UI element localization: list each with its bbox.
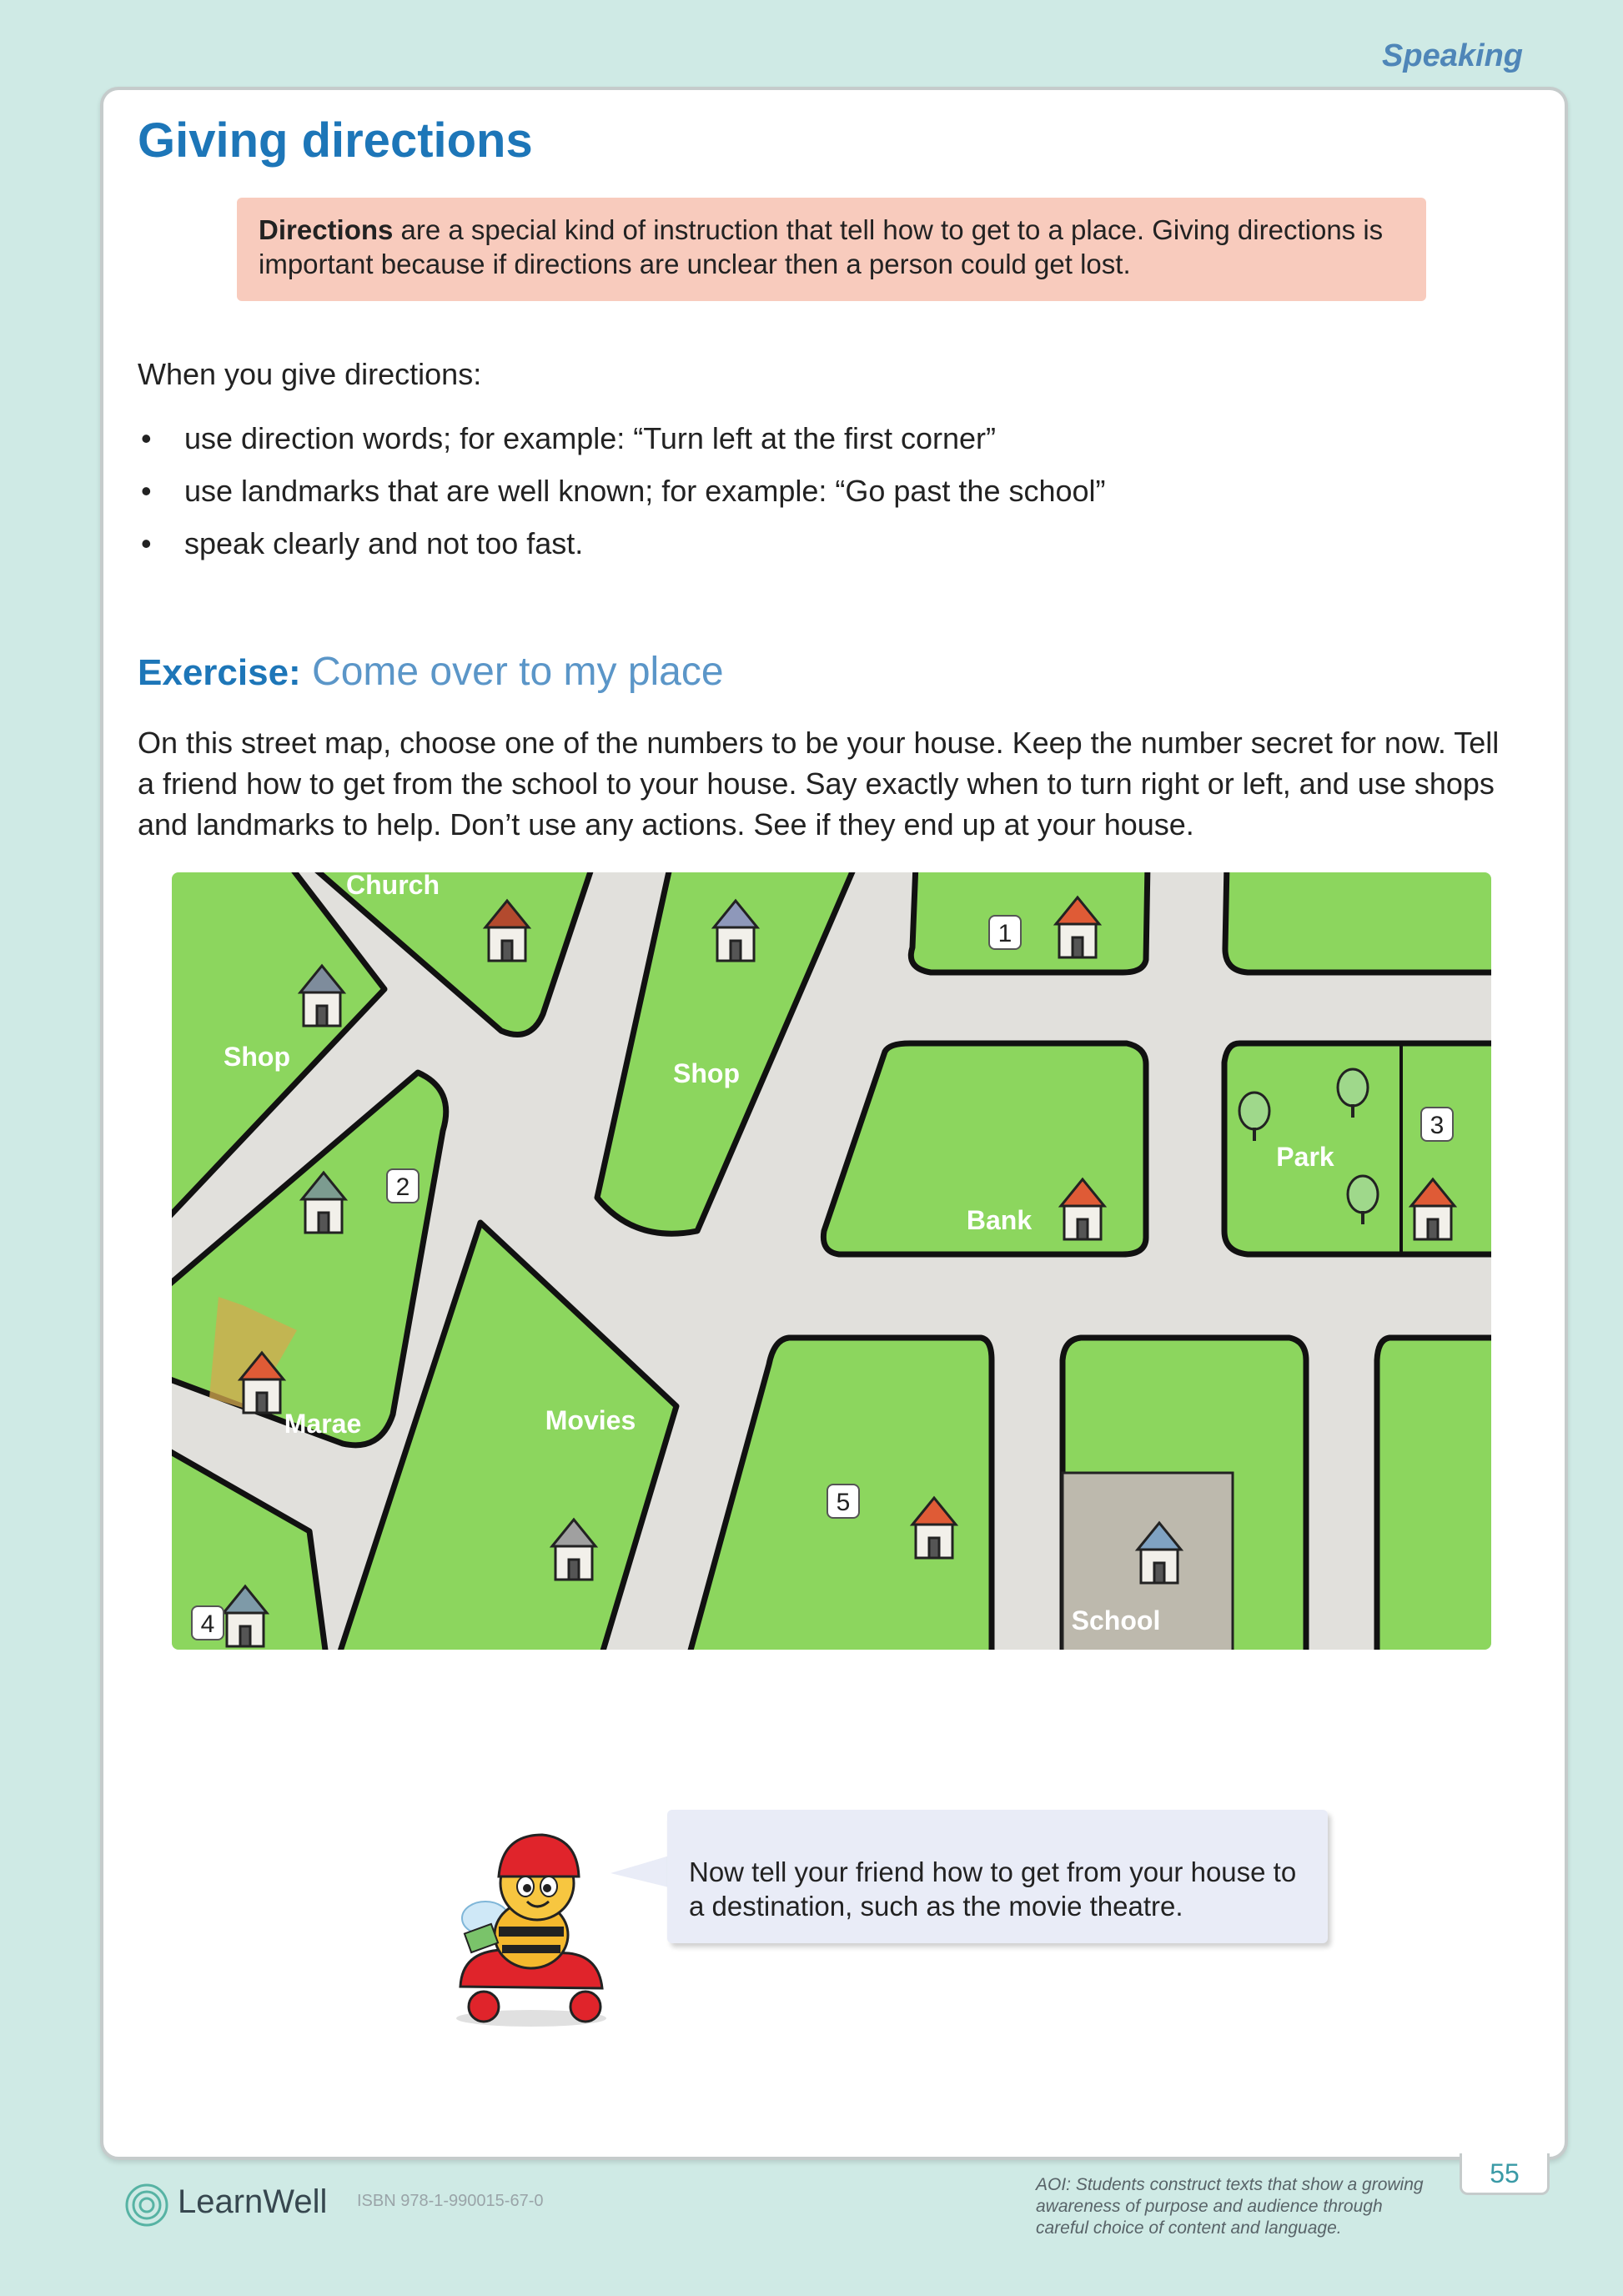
page-title: Giving directions: [138, 113, 533, 168]
marker-3-label: 3: [1430, 1112, 1445, 1139]
intro-text: When you give directions:: [138, 357, 482, 391]
section-tag: Speaking: [1382, 38, 1523, 73]
bullet-icon: •: [141, 526, 152, 560]
definition-box: [237, 198, 1426, 301]
list-item: [138, 474, 1106, 526]
brand-name: LearnWell: [178, 2183, 328, 2220]
exercise-label: Exercise:: [138, 652, 301, 693]
definition-text: are a special kind of instruction that tell how to get to a place. Giving directions is important because if directions are unclear then a person could get lost.: [259, 214, 1384, 279]
label-movies: Movies: [545, 1405, 636, 1435]
label-bank: Bank: [966, 1205, 1033, 1235]
isbn: ISBN 978-1-990015-67-0: [357, 2192, 544, 2210]
marker-4-label: 4: [200, 1610, 215, 1638]
aoi-note: AOI: Students construct texts that show a growing awareness of purpose and audience through careful choice of content and language.: [1036, 2175, 1424, 2238]
marker-1-label: 1: [997, 920, 1012, 947]
bullet-icon: •: [141, 421, 152, 455]
marker-2-label: 2: [395, 1173, 410, 1201]
marker-5: [827, 1485, 859, 1518]
speech-bubble-tail-icon: [611, 1855, 672, 1893]
page-number: 55: [1460, 2153, 1550, 2195]
marker-4: [192, 1606, 224, 1640]
block-1: [911, 872, 1148, 972]
list-item: [138, 526, 1106, 579]
tips-list: [138, 421, 1106, 579]
list-item: [138, 421, 1106, 474]
list-item-text: use landmarks that are well known; for example: “Go past the school”: [184, 474, 1106, 508]
label-school: School: [1071, 1605, 1161, 1635]
street-map: [172, 872, 1491, 1650]
marker-5-label: 5: [836, 1489, 851, 1516]
marker-1: [989, 916, 1021, 949]
bullet-icon: •: [141, 474, 152, 508]
label-shop-left: Shop: [224, 1042, 290, 1072]
label-shop-mid: Shop: [673, 1058, 740, 1088]
label-church: Church: [346, 872, 440, 900]
exercise-heading: [138, 649, 724, 695]
bee-mascot-icon: [444, 1810, 619, 2035]
block-right: [1377, 1338, 1491, 1650]
marker-2: [387, 1169, 419, 1203]
learnwell-logo-icon: [123, 2182, 170, 2228]
exercise-instructions: On this street map, choose one of the numbers to be your house. Keep the number secret for now. Tell a friend how to get from the school to your house. Say exactly when to turn right or left, and use shops and landmarks to help. Don’t use any actions. See if they end up at your house.: [138, 726, 1500, 842]
speech-bubble: Now tell your friend how to get from your house to a destination, such as the movie theatre.: [667, 1810, 1328, 1943]
exercise-title: Come over to my place: [312, 650, 724, 694]
list-item-text: speak clearly and not too fast.: [184, 526, 584, 560]
definition-term: Directions: [259, 214, 394, 245]
marker-3: [1421, 1108, 1453, 1141]
label-marae: Marae: [284, 1409, 362, 1439]
block-top-right: [1225, 872, 1491, 972]
label-park: Park: [1276, 1142, 1334, 1172]
list-item-text: use direction words; for example: “Turn left at the first corner”: [184, 421, 997, 455]
